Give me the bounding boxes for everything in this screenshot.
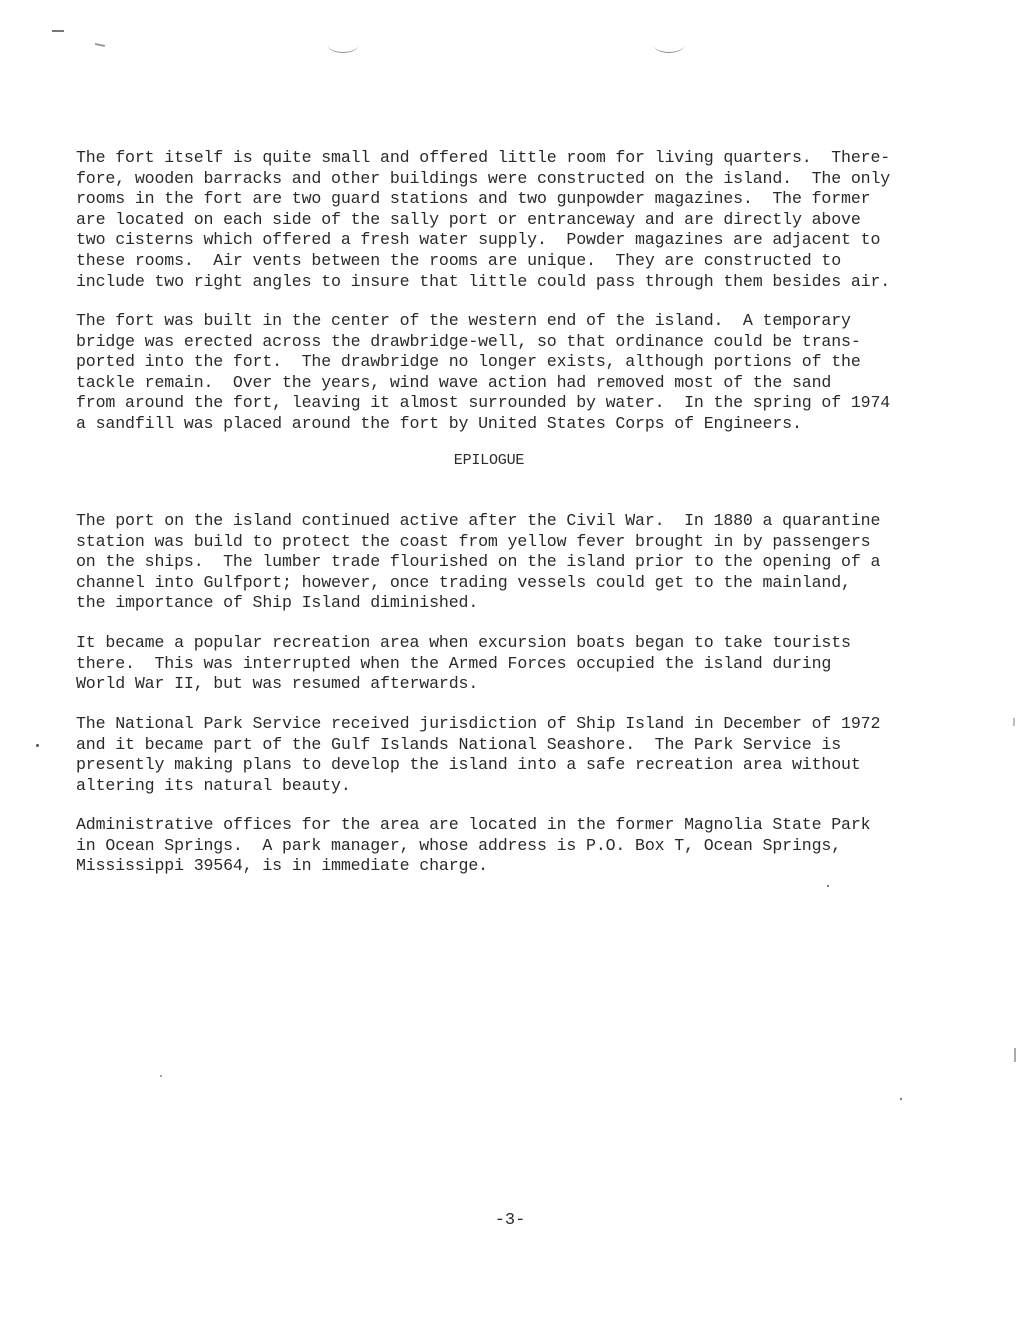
text-line: channel into Gulfport; however, once trading vessels could get to the mainland, [76,572,851,592]
text-line: World War II, but was resumed afterwards. [76,674,479,694]
text-line: from around the fort, leaving it almost surrounded by water. In the spring of 1974 [76,393,891,413]
scan-mark [95,43,105,47]
text-line: The fort was built in the center of the western end of the island. A temporary [76,311,851,330]
text-line: altering its natural beauty. [76,775,351,795]
text-line: in Ocean Springs. A park manager, whose address is P.O. Box T, Ocean Springs, [76,835,842,855]
section-heading-epilogue: EPILOGUE [453,452,525,469]
text-line: The port on the island continued active after the Civil War. In 1880 a quarantine [76,511,881,530]
text-line: two cisterns which offered a fresh water supply. Powder magazines are adjacent to [76,230,881,250]
text-line: Mississippi 39564, is in immediate charge. [76,856,488,876]
text-line: and it became part of the Gulf Islands National Seashore. The Park Service is [76,734,842,754]
text-line: station was build to protect the coast from yellow fever brought in by passengers [76,531,871,551]
text-line: The fort itself is quite small and offered little room for living quarters. There- [76,148,891,167]
binder-hole [328,38,358,53]
text-line: a sandfill was placed around the fort by United States Corps of Engineers. [76,413,802,433]
text-line: these rooms. Air vents between the rooms are unique. They are constructed to [76,250,842,270]
paragraph-port-history [76,511,906,614]
text-line: rooms in the fort are two guard stations and two gunpowder magazines. The former [76,189,871,209]
speck [36,744,39,747]
paragraph-fort-description [76,148,906,292]
paragraph-administrative-offices [76,815,906,877]
speck [160,1075,162,1077]
paragraph-park-service [76,714,906,796]
scan-mark [52,30,64,32]
text-line: the importance of Ship Island diminished. [76,593,479,613]
text-line: The National Park Service received jurisdiction of Ship Island in December of 1972 [76,714,881,733]
scan-mark [1014,1048,1016,1062]
speck [900,1098,902,1100]
text-line: ported into the fort. The drawbridge no longer exists, although portions of the [76,352,861,372]
text-line: fore, wooden barracks and other buildings were constructed on the island. The only [76,168,891,188]
text-line: on the ships. The lumber trade flourished on the island prior to the opening of a [76,552,881,572]
text-line: are located on each side of the sally port or entranceway and are directly above [76,209,861,229]
text-line: presently making plans to develop the island into a safe recreation area without [76,755,861,775]
paragraph-recreation [76,633,906,695]
text-line: bridge was erected across the drawbridge-well, so that ordinance could be trans- [76,331,861,351]
scan-mark [1013,718,1015,726]
binder-hole [654,38,684,53]
speck [827,885,829,887]
text-line: Administrative offices for the area are located in the former Magnolia State Park [76,815,871,834]
text-line: tackle remain. Over the years, wind wave action had removed most of the sand [76,372,832,392]
text-line: It became a popular recreation area when excursion boats began to take tourists [76,633,851,652]
text-line: include two right angles to insure that little could pass through them besides air. [76,271,891,291]
text-line: there. This was interrupted when the Armed Forces occupied the island during [76,653,832,673]
paragraph-fort-location [76,311,906,435]
page-number: -3- [494,1211,526,1230]
